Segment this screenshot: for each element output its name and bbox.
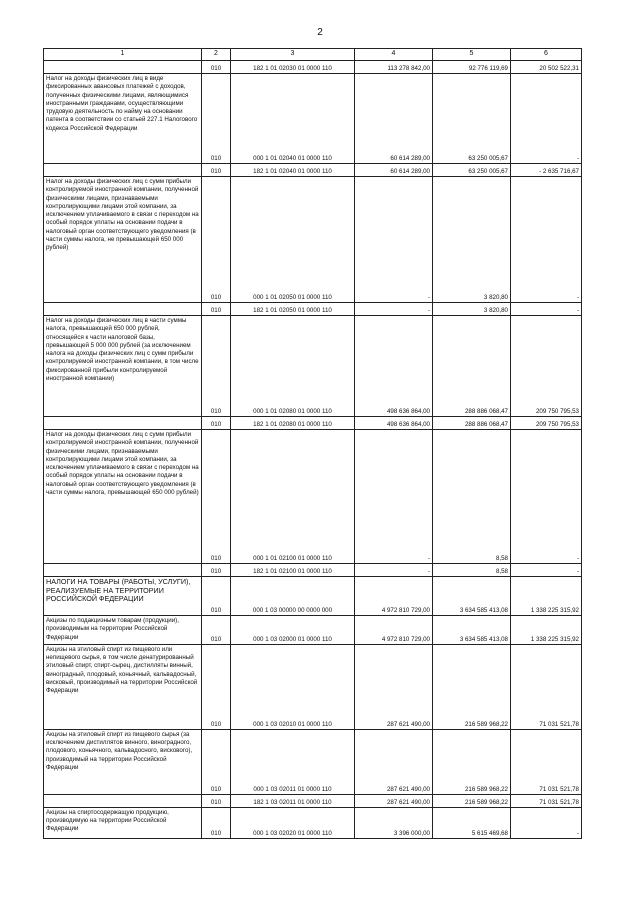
row-kbk-code-cell: 182 1 03 02011 01 0000 110 bbox=[231, 794, 355, 807]
row-kbk-code-cell: 000 1 01 02050 01 0000 110 bbox=[231, 177, 355, 303]
row-executed-cell: 8,58 bbox=[433, 564, 511, 577]
row-unexecuted-cell: 71 031 521,78 bbox=[511, 729, 582, 794]
row-name-cell: Акцизы на этиловый спирт из пищевого или непищевого сырья, в том числе денатурированный этиловый спирт, спирт-сырец, дистилляты винный, виноградный, плодовый, коньячный, кальвадосный, висковый, производимый на территории Российской Федерации bbox=[44, 644, 202, 729]
row-executed-cell: 216 589 968,22 bbox=[433, 729, 511, 794]
row-executed-cell: 288 886 068,47 bbox=[433, 417, 511, 430]
table-row bbox=[44, 74, 582, 164]
row-executed-cell: 3 820,80 bbox=[433, 177, 511, 303]
table-row bbox=[44, 729, 582, 794]
row-kbk-code-cell: 000 1 03 00000 00 0000 000 bbox=[231, 577, 355, 616]
row-kbk-code-cell: 182 1 01 02030 01 0000 110 bbox=[231, 61, 355, 74]
row-line-code-cell: 010 bbox=[202, 577, 231, 616]
row-name-cell: Акцизы по подакцизным товарам (продукции), производимым на территории Российской Федерации bbox=[44, 616, 202, 645]
table-row bbox=[44, 316, 582, 417]
row-approved-cell: - bbox=[355, 177, 433, 303]
header-cell: 3 bbox=[231, 49, 355, 61]
header-cell: 4 bbox=[355, 49, 433, 61]
table-row bbox=[44, 164, 582, 177]
row-line-code-cell: 010 bbox=[202, 794, 231, 807]
row-line-code-cell: 010 bbox=[202, 61, 231, 74]
table-header-row bbox=[44, 49, 582, 61]
row-approved-cell: 4 972 810 729,00 bbox=[355, 616, 433, 645]
row-line-code-cell: 010 bbox=[202, 807, 231, 838]
row-approved-cell: - bbox=[355, 564, 433, 577]
revenue-table bbox=[43, 48, 582, 839]
row-kbk-code-cell: 000 1 01 02100 01 0000 110 bbox=[231, 430, 355, 564]
row-kbk-code-cell: 000 1 03 02020 01 0000 110 bbox=[231, 807, 355, 838]
row-executed-cell: 3 820,80 bbox=[433, 303, 511, 316]
row-unexecuted-cell: - bbox=[511, 807, 582, 838]
table-row bbox=[44, 577, 582, 616]
row-unexecuted-cell: 209 750 795,53 bbox=[511, 316, 582, 417]
row-approved-cell: - bbox=[355, 303, 433, 316]
page-number: 2 bbox=[317, 27, 323, 38]
row-kbk-code-cell: 000 1 01 02080 01 0000 110 bbox=[231, 316, 355, 417]
row-name-cell: Налог на доходы физических лиц с сумм прибыли контролируемой иностранной компании, полученной физическими лицами, признаваемыми контролирующими лицами этой компании, за исключением уплачиваемого в связи с переходом на особый порядок уплаты на основании подачи в налоговый орган соответствующего уведомления (в части суммы налога, не превышающей 650 000 рублей) bbox=[44, 177, 202, 303]
row-name-cell: Налог на доходы физических лиц в виде фиксированных авансовых платежей с доходов, полученных физическими лицами, являющимися иностранными гражданами, осуществляющими трудовую деятельность по найму на основании патента в соответствии со статьей 227.1 Налогового кодекса Российской Федерации bbox=[44, 74, 202, 164]
row-name-cell bbox=[44, 417, 202, 430]
row-executed-cell: 288 886 068,47 bbox=[433, 316, 511, 417]
row-unexecuted-cell: - bbox=[511, 177, 582, 303]
row-executed-cell: 8,58 bbox=[433, 430, 511, 564]
header-cell: 2 bbox=[202, 49, 231, 61]
row-approved-cell: - bbox=[355, 430, 433, 564]
row-unexecuted-cell: 209 750 795,53 bbox=[511, 417, 582, 430]
row-line-code-cell: 010 bbox=[202, 164, 231, 177]
row-line-code-cell: 010 bbox=[202, 177, 231, 303]
row-unexecuted-cell: - bbox=[511, 430, 582, 564]
row-name-cell: Акцизы на этиловый спирт из пищевого сырья (за исключением дистиллятов винного, виноградного, плодового, коньячного, кальвадосного, вискового), производимый на территории Российской Федерации bbox=[44, 729, 202, 794]
table-row bbox=[44, 644, 582, 729]
row-executed-cell: 63 250 005,67 bbox=[433, 74, 511, 164]
row-unexecuted-cell: - bbox=[511, 74, 582, 164]
row-approved-cell: 498 636 864,00 bbox=[355, 417, 433, 430]
table-row bbox=[44, 564, 582, 577]
row-approved-cell: 287 621 490,00 bbox=[355, 729, 433, 794]
table-row bbox=[44, 430, 582, 564]
row-kbk-code-cell: 000 1 03 02010 01 0000 110 bbox=[231, 644, 355, 729]
table-row bbox=[44, 794, 582, 807]
row-line-code-cell: 010 bbox=[202, 430, 231, 564]
row-line-code-cell: 010 bbox=[202, 616, 231, 645]
row-kbk-code-cell: 000 1 01 02040 01 0000 110 bbox=[231, 74, 355, 164]
table-row bbox=[44, 807, 582, 838]
row-name-cell: НАЛОГИ НА ТОВАРЫ (РАБОТЫ, УСЛУГИ), РЕАЛИЗУЕМЫЕ НА ТЕРРИТОРИИ РОССИЙСКОЙ ФЕДЕРАЦИИ bbox=[44, 577, 202, 616]
row-executed-cell: 216 589 968,22 bbox=[433, 644, 511, 729]
header-cell: 1 bbox=[44, 49, 202, 61]
row-line-code-cell: 010 bbox=[202, 644, 231, 729]
row-executed-cell: 63 250 005,67 bbox=[433, 164, 511, 177]
table-row bbox=[44, 417, 582, 430]
table-row bbox=[44, 61, 582, 74]
row-unexecuted-cell: 71 031 521,78 bbox=[511, 644, 582, 729]
row-line-code-cell: 010 bbox=[202, 564, 231, 577]
table-row bbox=[44, 177, 582, 303]
row-name-cell: Налог на доходы физических лиц в части суммы налога, превышающей 650 000 рублей, относящейся к части налоговой базы, превышающей 5 000 000 рублей (за исключением налога на доходы физических лиц с сумм прибыли контролируемой иностранной компании, в том числе фиксированной прибыли контролируемой иностранной компании) bbox=[44, 316, 202, 417]
header-cell: 5 bbox=[433, 49, 511, 61]
row-line-code-cell: 010 bbox=[202, 417, 231, 430]
row-name-cell bbox=[44, 164, 202, 177]
row-kbk-code-cell: 182 1 01 02080 01 0000 110 bbox=[231, 417, 355, 430]
row-name-cell: Акцизы на спиртосодержащую продукцию, производимую на территории Российской Федерации bbox=[44, 807, 202, 838]
row-name-cell bbox=[44, 794, 202, 807]
row-unexecuted-cell: 20 502 522,31 bbox=[511, 61, 582, 74]
row-approved-cell: 113 278 842,00 bbox=[355, 61, 433, 74]
row-unexecuted-cell: - bbox=[511, 303, 582, 316]
table-row bbox=[44, 616, 582, 645]
row-approved-cell: 3 396 000,00 bbox=[355, 807, 433, 838]
row-kbk-code-cell: 000 1 03 02011 01 0000 110 bbox=[231, 729, 355, 794]
row-executed-cell: 3 634 585 413,08 bbox=[433, 577, 511, 616]
row-approved-cell: 60 614 289,00 bbox=[355, 74, 433, 164]
row-approved-cell: 287 621 490,00 bbox=[355, 644, 433, 729]
row-unexecuted-cell: 71 031 521,78 bbox=[511, 794, 582, 807]
row-unexecuted-cell: - bbox=[511, 564, 582, 577]
row-approved-cell: 60 614 289,00 bbox=[355, 164, 433, 177]
row-kbk-code-cell: 182 1 01 02100 01 0000 110 bbox=[231, 564, 355, 577]
row-approved-cell: 498 636 864,00 bbox=[355, 316, 433, 417]
row-approved-cell: 4 972 810 729,00 bbox=[355, 577, 433, 616]
row-line-code-cell: 010 bbox=[202, 74, 231, 164]
row-kbk-code-cell: 000 1 03 02000 01 0000 110 bbox=[231, 616, 355, 645]
row-line-code-cell: 010 bbox=[202, 729, 231, 794]
row-executed-cell: 5 615 469,68 bbox=[433, 807, 511, 838]
row-line-code-cell: 010 bbox=[202, 303, 231, 316]
row-kbk-code-cell: 182 1 01 02050 01 0000 110 bbox=[231, 303, 355, 316]
row-name-cell bbox=[44, 61, 202, 74]
row-unexecuted-cell: - 2 635 716,67 bbox=[511, 164, 582, 177]
row-name-cell bbox=[44, 564, 202, 577]
row-name-cell: Налог на доходы физических лиц с сумм прибыли контролируемой иностранной компании, полученной физическими лицами, признаваемыми контролирующими лицами этой компании, за исключением уплачиваемого в связи с переходом на особый порядок уплаты на основании подачи в налоговый орган соответствующего уведомления (в части суммы налога, превышающей 650 000 рублей) bbox=[44, 430, 202, 564]
row-approved-cell: 287 621 490,00 bbox=[355, 794, 433, 807]
header-cell: 6 bbox=[511, 49, 582, 61]
row-executed-cell: 3 634 585 413,08 bbox=[433, 616, 511, 645]
row-executed-cell: 92 776 119,69 bbox=[433, 61, 511, 74]
row-kbk-code-cell: 182 1 01 02040 01 0000 110 bbox=[231, 164, 355, 177]
table-row bbox=[44, 303, 582, 316]
row-line-code-cell: 010 bbox=[202, 316, 231, 417]
row-unexecuted-cell: 1 338 225 315,92 bbox=[511, 577, 582, 616]
row-executed-cell: 216 589 968,22 bbox=[433, 794, 511, 807]
row-name-cell bbox=[44, 303, 202, 316]
row-unexecuted-cell: 1 338 225 315,92 bbox=[511, 616, 582, 645]
